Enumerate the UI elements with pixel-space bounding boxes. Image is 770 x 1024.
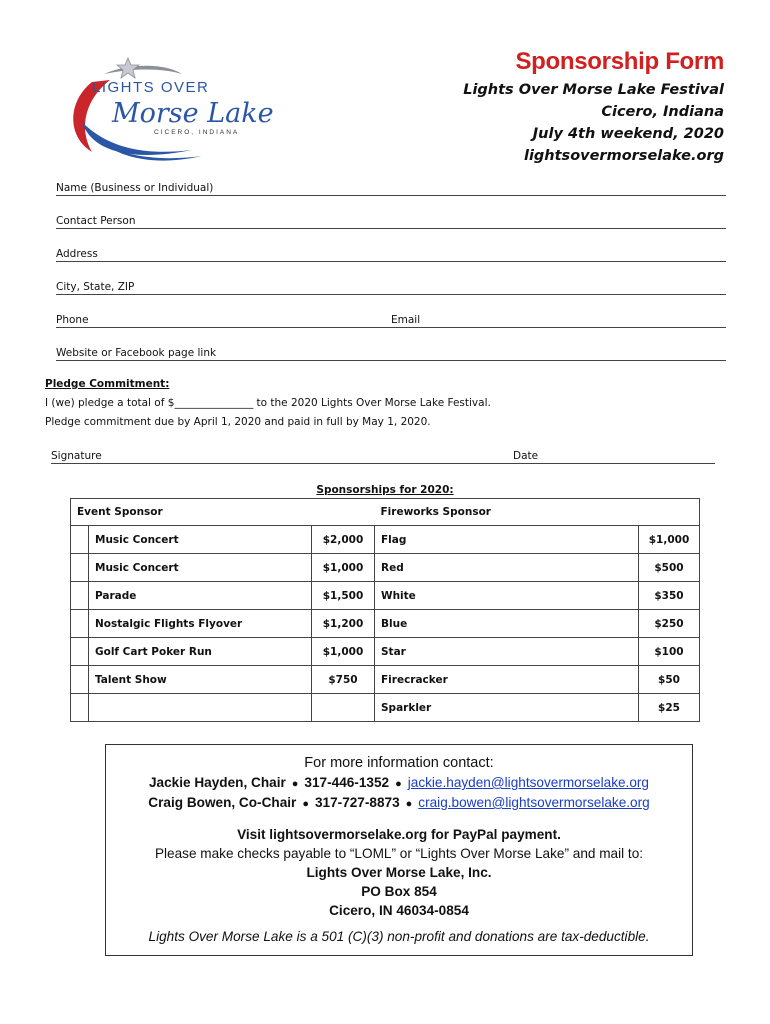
festival-location: Cicero, Indiana [601, 104, 724, 120]
signature-date-field[interactable] [51, 449, 715, 464]
event-name: Nostalgic Flights Flyover [89, 610, 312, 638]
event-checkbox[interactable] [71, 666, 89, 694]
fireworks-name: Red [375, 554, 639, 582]
name-label: Name (Business or Individual) [56, 182, 214, 194]
lights-over-morse-lake-logo [62, 52, 274, 172]
fireworks-name: White [375, 582, 639, 610]
bullet-icon: ● [302, 798, 309, 810]
contact-person-label: Contact Person [56, 215, 136, 227]
table-row [71, 694, 700, 722]
pledge-due: Pledge commitment due by April 1, 2020 and paid in full by May 1, 2020. [45, 416, 431, 428]
paypal-note: Visit lightsovermorselake.org for PayPal payment. [237, 827, 561, 842]
event-amount: $1,200 [312, 610, 375, 638]
event-amount: $2,000 [312, 526, 375, 554]
city-state-zip-label: City, State, ZIP [56, 281, 135, 293]
star-icon [117, 58, 139, 78]
table-row [71, 666, 700, 694]
fireworks-name: Firecracker [375, 666, 639, 694]
fireworks-amount: $25 [639, 694, 700, 722]
phone-label: Phone [56, 314, 89, 326]
event-name: Golf Cart Poker Run [89, 638, 312, 666]
fireworks-sponsor-header: Fireworks Sponsor [375, 499, 700, 526]
logo-line1: LIGHTS OVER [92, 79, 210, 96]
event-name: Talent Show [89, 666, 312, 694]
fireworks-amount: $250 [639, 610, 700, 638]
name-field[interactable] [56, 181, 726, 196]
fireworks-name: Sparkler [375, 694, 639, 722]
fireworks-name: Flag [375, 526, 639, 554]
fireworks-name: Star [375, 638, 639, 666]
festival-name: Lights Over Morse Lake Festival [463, 82, 724, 98]
fireworks-amount: $500 [639, 554, 700, 582]
contact-intro: For more information contact: [304, 755, 494, 771]
event-amount [312, 694, 375, 722]
mail-city: Cicero, IN 46034-0854 [329, 903, 469, 918]
chair-phone: 317-446-1352 [304, 775, 390, 790]
event-checkbox[interactable] [71, 526, 89, 554]
fireworks-amount: $100 [639, 638, 700, 666]
event-name: Music Concert [89, 554, 312, 582]
chair-email-link[interactable]: jackie.hayden@lightsovermorselake.org [407, 775, 649, 790]
cochair-email-link[interactable]: craig.bowen@lightsovermorselake.org [418, 795, 650, 810]
po-box: PO Box 854 [361, 884, 437, 899]
event-checkbox[interactable] [71, 638, 89, 666]
event-name [89, 694, 312, 722]
event-checkbox[interactable] [71, 582, 89, 610]
address-field[interactable] [56, 247, 726, 262]
bullet-icon: ● [395, 778, 402, 790]
event-sponsor-header: Event Sponsor [71, 499, 375, 526]
event-amount: $1,000 [312, 554, 375, 582]
event-amount: $1,500 [312, 582, 375, 610]
event-amount: $750 [312, 666, 375, 694]
pledge-heading: Pledge Commitment: [45, 378, 170, 390]
table-header-row [71, 499, 700, 526]
website-label: Website or Facebook page link [56, 347, 217, 359]
table-row [71, 638, 700, 666]
pledge-text: I (we) pledge a total of $_______________ to the 2020 Lights Over Morse Lake Festival. [45, 397, 491, 409]
table-row [71, 582, 700, 610]
city-state-zip-field[interactable] [56, 280, 726, 295]
logo-line2: Morse Lake [112, 98, 274, 129]
table-row [71, 526, 700, 554]
org-name: Lights Over Morse Lake, Inc. [306, 865, 492, 880]
nonprofit-note: Lights Over Morse Lake is a 501 (C)(3) non-profit and donations are tax-deductible. [148, 929, 650, 944]
event-checkbox[interactable] [71, 694, 89, 722]
checks-note: Please make checks payable to “LOML” or “Lights Over Morse Lake” and mail to: [154, 846, 644, 861]
phone-email-field[interactable] [56, 313, 726, 328]
event-name: Music Concert [89, 526, 312, 554]
sponsorships-heading: Sponsorships for 2020: [316, 484, 454, 496]
table-row [71, 610, 700, 638]
cochair-line [106, 795, 692, 810]
logo-line3: CICERO, INDIANA [154, 129, 240, 136]
fireworks-name: Blue [375, 610, 639, 638]
festival-website: lightsovermorselake.org [523, 148, 724, 164]
fireworks-amount: $50 [639, 666, 700, 694]
bullet-icon: ● [291, 778, 299, 790]
festival-date: July 4th weekend, 2020 [532, 126, 724, 142]
contact-person-field[interactable] [56, 214, 726, 229]
chair-name: Jackie Hayden, Chair [149, 775, 286, 790]
website-field[interactable] [56, 346, 726, 361]
logo-gray-arc [104, 66, 182, 74]
event-checkbox[interactable] [71, 610, 89, 638]
cochair-phone: 317-727-8873 [314, 795, 400, 810]
contact-info-box [105, 744, 693, 956]
fireworks-amount: $1,000 [639, 526, 700, 554]
page-title: Sponsorship Form [515, 48, 724, 75]
sponsorship-table [70, 498, 700, 722]
address-label: Address [56, 248, 98, 260]
bullet-icon: ● [405, 798, 413, 810]
cochair-name: Craig Bowen, Co-Chair [148, 795, 297, 810]
table-row [71, 554, 700, 582]
email-label: Email [391, 314, 421, 326]
signature-label: Signature [51, 450, 102, 462]
chair-line [106, 775, 692, 790]
event-checkbox[interactable] [71, 554, 89, 582]
date-label: Date [513, 450, 539, 462]
fireworks-amount: $350 [639, 582, 700, 610]
event-name: Parade [89, 582, 312, 610]
event-amount: $1,000 [312, 638, 375, 666]
